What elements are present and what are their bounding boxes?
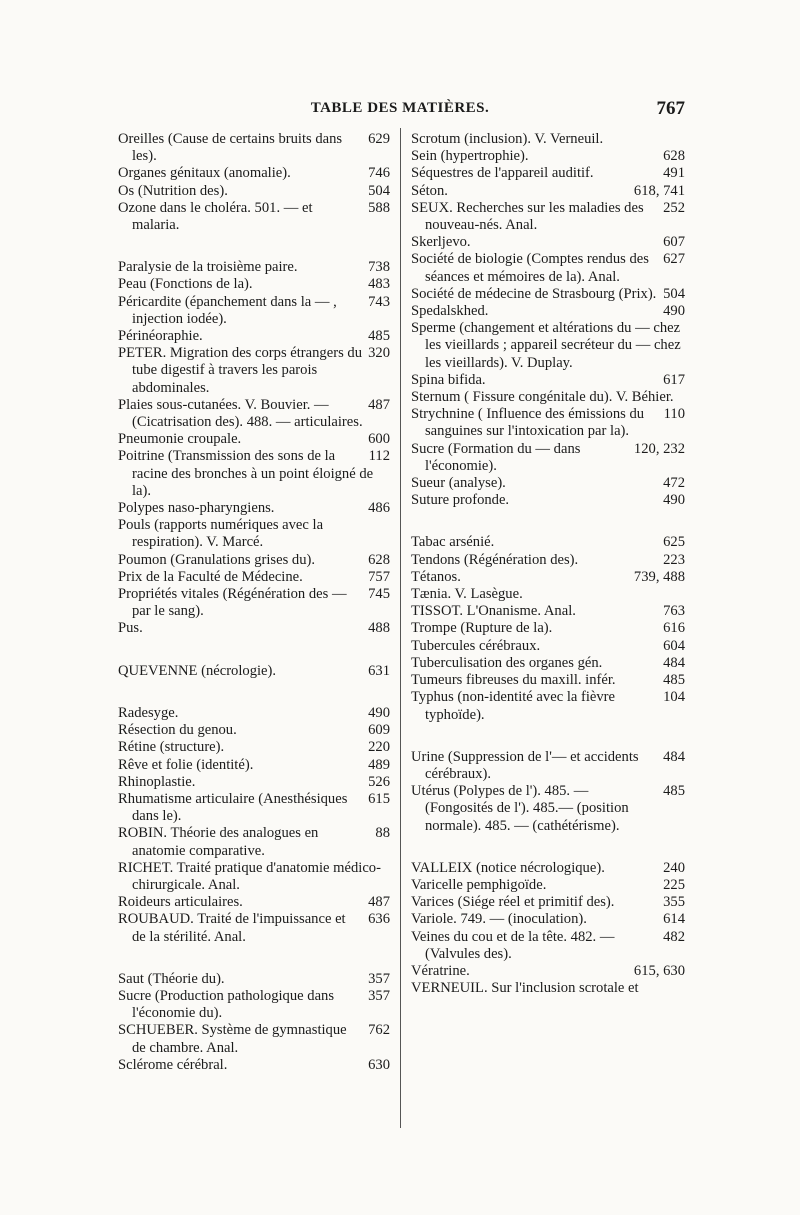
entry-text: VERNEUIL. Sur l'inclusion scrotale et: [411, 980, 639, 997]
index-entry: [118, 328, 390, 345]
entry-page-number: 120, 232: [633, 440, 685, 457]
entry-text: Rhumatisme articulaire (Anesthésiques dans le).: [118, 790, 348, 825]
entry-page-number: 636: [368, 911, 390, 928]
section-gap: [118, 234, 390, 259]
index-entry: [118, 1022, 390, 1056]
index-entry: [411, 980, 685, 997]
entry-page-number: 628: [663, 148, 685, 165]
section-gap: [411, 509, 685, 534]
entry-page-number: 487: [368, 396, 390, 413]
entry-text: Trompe (Rupture de la).: [411, 620, 553, 637]
entry-text: PETER. Migration des corps étrangers du tube digestif à travers les parois abdominales.: [118, 345, 362, 396]
entry-page-number: 485: [663, 672, 685, 689]
entry-page-number: 504: [663, 285, 685, 302]
entry-text: Ozone dans le choléra. 501. — et malaria.: [118, 199, 313, 234]
entry-text: Rhinoplastie.: [118, 773, 196, 790]
index-entry: [118, 165, 390, 182]
entry-text: Skerljevo.: [411, 234, 471, 251]
entry-page-number: 104: [663, 689, 685, 706]
entry-page-number: 616: [663, 620, 685, 637]
entry-text: Périnéoraphie.: [118, 328, 203, 345]
entry-text: Urine (Suppression de l'— et accidents cérébraux).: [411, 748, 639, 782]
entry-text: Sucre (Formation du — dans l'économie).: [411, 440, 581, 474]
entry-page-number: 629: [368, 131, 390, 147]
entry-text: Strychnine ( Influence des émissions du sanguines sur l'intoxication par la).: [411, 406, 645, 440]
index-entry: [118, 345, 390, 397]
index-entry: [411, 655, 685, 672]
entry-text: Rétine (structure).: [118, 739, 225, 756]
entry-text: Scrotum (inclusion). V. Verneuil.: [411, 131, 604, 147]
entry-text: ROUBAUD. Traité de l'impuissance et de la stérilité. Anal.: [118, 911, 346, 945]
index-entry: [411, 603, 685, 620]
entry-page-number: 484: [663, 654, 685, 671]
entry-text: Résection du genou.: [118, 722, 237, 739]
index-entry: [411, 586, 685, 603]
index-entry: [118, 586, 390, 620]
entry-text: Paralysie de la troisième paire.: [118, 259, 298, 276]
section-gap: [118, 946, 390, 971]
entry-page-number: 630: [368, 1056, 390, 1073]
entry-page-number: 739, 488: [633, 568, 685, 585]
index-entry: [118, 663, 390, 680]
index-entry: [118, 500, 390, 517]
entry-page-number: 491: [663, 165, 685, 182]
entry-text: Séton.: [411, 182, 448, 199]
entry-page-number: 252: [663, 199, 685, 216]
index-entry: [118, 517, 390, 551]
right-column: [411, 131, 685, 997]
entry-page-number: 631: [368, 662, 390, 679]
entry-text: Vératrine.: [411, 962, 470, 979]
entry-text: Polypes naso-pharyngiens.: [118, 500, 275, 517]
index-entry: [118, 988, 390, 1022]
index-entry: [118, 620, 390, 637]
entry-text: QUEVENNE (nécrologie).: [118, 662, 277, 679]
left-column: [118, 131, 390, 1074]
entry-text: Tuberculisation des organes gén.: [411, 654, 603, 671]
index-entry: [118, 791, 390, 825]
entry-text: Saut (Théorie du).: [118, 970, 225, 987]
entry-page-number: 762: [368, 1022, 390, 1039]
index-entry: [411, 320, 685, 372]
index-entry: [411, 372, 685, 389]
page-number: 767: [656, 98, 685, 119]
entry-text: Veines du cou et de la tête. 482. — (Valvules des).: [411, 928, 615, 962]
entry-page-number: 490: [663, 303, 685, 320]
entry-text: Typhus (non-identité avec la fièvre typhoïde).: [411, 689, 616, 723]
index-entry: [411, 251, 685, 285]
index-entry: [118, 971, 390, 988]
entry-page-number: 490: [663, 492, 685, 509]
entry-page-number: 600: [368, 431, 390, 448]
entry-page-number: 488: [368, 620, 390, 637]
entry-text: TISSOT. L'Onanisme. Anal.: [411, 603, 576, 620]
entry-text: Suture profonde.: [411, 492, 510, 509]
index-entry: [411, 638, 685, 655]
index-entry: [118, 131, 390, 165]
entry-text: Spedalskhed.: [411, 303, 489, 320]
entry-page-number: 738: [368, 259, 390, 276]
index-entry: [118, 183, 390, 200]
entry-page-number: 223: [663, 551, 685, 568]
index-entry: [411, 303, 685, 320]
entry-page-number: 320: [368, 345, 390, 362]
index-entry: [411, 475, 685, 492]
entry-page-number: 607: [663, 234, 685, 251]
entry-text: Tænia. V. Lasègue.: [411, 586, 523, 603]
index-entry: [411, 689, 685, 723]
entry-page-number: 504: [368, 182, 390, 199]
entry-text: Utérus (Polypes de l'). 485. — (Fongosités de l'). 485.— (position normale). 485. — (cathétérisme).: [411, 783, 629, 834]
entry-text: Os (Nutrition des).: [118, 182, 228, 199]
index-entry: [411, 534, 685, 551]
index-entry: [411, 929, 685, 963]
entry-page-number: 609: [368, 722, 390, 739]
entry-page-number: 757: [368, 568, 390, 585]
entry-page-number: 745: [368, 586, 390, 603]
index-entry: [411, 131, 685, 148]
entry-text: Variole. 749. — (inoculation).: [411, 911, 587, 928]
entry-text: Plaies sous-cutanées. V. Bouvier. — (Cicatrisation des). 488. — articulaires.: [118, 396, 363, 431]
entry-page-number: 357: [368, 970, 390, 987]
entry-text: Poumon (Granulations grises du).: [118, 551, 315, 568]
entry-page-number: 483: [368, 276, 390, 293]
entry-text: Sein (hypertrophie).: [411, 148, 529, 165]
index-entry: [118, 911, 390, 945]
entry-text: Séquestres de l'appareil auditif.: [411, 165, 594, 182]
index-entry: [118, 448, 390, 500]
entry-page-number: 746: [368, 165, 390, 182]
entry-page-number: 526: [368, 773, 390, 790]
index-entry: [411, 200, 685, 234]
index-entry: [411, 441, 685, 475]
index-entry: [118, 431, 390, 448]
entry-page-number: 617: [663, 371, 685, 388]
index-entry: [118, 739, 390, 756]
index-entry: [411, 406, 685, 440]
index-entry: [118, 294, 390, 328]
entry-text: Pouls (rapports numériques avec la respiration). V. Marcé.: [118, 517, 324, 551]
page-title: TABLE DES MATIÈRES.: [310, 100, 490, 116]
entry-text: Pus.: [118, 620, 143, 637]
entry-text: SCHUEBER. Système de gymnastique de chambre. Anal.: [118, 1022, 347, 1056]
entry-text: Tabac arsénié.: [411, 534, 495, 551]
entry-text: VALLEIX (notice nécrologique).: [411, 859, 605, 876]
index-entry: [411, 911, 685, 928]
entry-page-number: 627: [663, 251, 685, 268]
entry-page-number: 625: [663, 534, 685, 551]
entry-text: Société de biologie (Comptes rendus des séances et mémoires de la). Anal.: [411, 251, 649, 285]
entry-page-number: 588: [368, 199, 390, 216]
entry-page-number: 112: [368, 448, 390, 465]
entry-text: Rêve et folie (identité).: [118, 756, 254, 773]
entry-page-number: 225: [663, 876, 685, 893]
index-entry: [118, 757, 390, 774]
index-entry: [411, 569, 685, 586]
entry-page-number: 88: [375, 825, 390, 842]
entry-text: Sucre (Production pathologique dans l'économie du).: [118, 987, 335, 1022]
entry-text: ROBIN. Théorie des analogues en anatomie comparative.: [118, 825, 319, 859]
entry-page-number: 357: [368, 987, 390, 1004]
entry-page-number: 490: [368, 704, 390, 721]
entry-page-number: 472: [663, 475, 685, 492]
index-entry: [411, 552, 685, 569]
entry-page-number: 615: [368, 790, 390, 807]
entry-page-number: 763: [663, 603, 685, 620]
entry-text: RICHET. Traité pratique d'anatomie médico-chirurgicale. Anal.: [118, 859, 381, 893]
entry-page-number: 485: [368, 328, 390, 345]
index-entry: [118, 276, 390, 293]
entry-page-number: 489: [368, 756, 390, 773]
index-entry: [411, 148, 685, 165]
entry-text: Oreilles (Cause de certains bruits dans les).: [118, 131, 343, 165]
index-entry: [118, 722, 390, 739]
index-entry: [118, 894, 390, 911]
index-entry: [411, 783, 685, 835]
index-entry: [411, 286, 685, 303]
entry-text: Sueur (analyse).: [411, 475, 506, 492]
index-entry: [411, 620, 685, 637]
entry-page-number: 615, 630: [633, 962, 685, 979]
index-entry: [118, 552, 390, 569]
entry-page-number: 220: [368, 739, 390, 756]
index-entry: [411, 877, 685, 894]
entry-text: Organes génitaux (anomalie).: [118, 165, 291, 182]
section-gap: [411, 724, 685, 749]
entry-page-number: 618, 741: [633, 182, 685, 199]
index-entry: [118, 569, 390, 586]
entry-text: Tétanos.: [411, 568, 461, 585]
index-entry: [118, 200, 390, 234]
index-entry: [411, 672, 685, 689]
column-divider: [400, 128, 401, 1128]
entry-text: Tubercules cérébraux.: [411, 637, 541, 654]
index-entry: [411, 183, 685, 200]
entry-page-number: 484: [663, 748, 685, 765]
index-entry: [118, 860, 390, 894]
entry-page-number: 486: [368, 500, 390, 517]
entry-text: Sperme (changement et altérations du — chez les vieillards ; appareil secréteur du — chez les vieillards). V. Duplay.: [411, 320, 681, 371]
index-entry: [118, 259, 390, 276]
entry-page-number: 628: [368, 551, 390, 568]
index-entry: [411, 165, 685, 182]
index-entry: [411, 389, 685, 406]
entry-page-number: 485: [663, 783, 685, 800]
entry-text: Propriétés vitales (Régénération des — par le sang).: [118, 586, 347, 620]
entry-text: Varices (Siége réel et primitif des).: [411, 894, 615, 911]
index-entry: [118, 774, 390, 791]
entry-page-number: 240: [663, 859, 685, 876]
entry-page-number: 482: [663, 928, 685, 945]
entry-text: Tendons (Régénération des).: [411, 551, 579, 568]
entry-page-number: 355: [663, 894, 685, 911]
entry-text: Péricardite (épanchement dans la — , injection iodée).: [118, 293, 337, 327]
entry-text: Tumeurs fibreuses du maxill. infér.: [411, 672, 616, 689]
index-entry: [411, 492, 685, 509]
index-entry: [118, 397, 390, 431]
entry-text: Sclérome cérébral.: [118, 1056, 228, 1073]
entry-page-number: 614: [663, 911, 685, 928]
entry-text: Prix de la Faculté de Médecine.: [118, 568, 303, 585]
entry-text: Radesyge.: [118, 704, 179, 721]
entry-text: Pneumonie croupale.: [118, 431, 242, 448]
section-gap: [411, 835, 685, 860]
index-entry: [411, 234, 685, 251]
index-entry: [118, 1057, 390, 1074]
index-entry: [411, 749, 685, 783]
entry-text: Peau (Fonctions de la).: [118, 276, 253, 293]
entry-text: Varicelle pemphigoïde.: [411, 876, 547, 893]
entry-text: SEUX. Recherches sur les maladies des nouveau-nés. Anal.: [411, 199, 644, 234]
entry-page-number: 487: [368, 894, 390, 911]
index-entry: [411, 860, 685, 877]
index-entry: [118, 825, 390, 859]
section-gap: [118, 680, 390, 705]
entry-page-number: 604: [663, 637, 685, 654]
entry-page-number: 110: [663, 406, 685, 423]
section-gap: [118, 638, 390, 663]
entry-text: Spina bifida.: [411, 371, 486, 388]
index-entry: [118, 705, 390, 722]
entry-text: Roideurs articulaires.: [118, 894, 243, 911]
entry-page-number: 743: [368, 293, 390, 310]
index-entry: [411, 963, 685, 980]
entry-text: Société de médecine de Strasbourg (Prix).: [411, 285, 657, 302]
entry-text: Poitrine (Transmission des sons de la racine des bronches à un point éloigné de la).: [118, 448, 374, 499]
running-header: [115, 100, 685, 124]
index-entry: [411, 894, 685, 911]
entry-text: Sternum ( Fissure congénitale du). V. Béhier.: [411, 389, 674, 406]
